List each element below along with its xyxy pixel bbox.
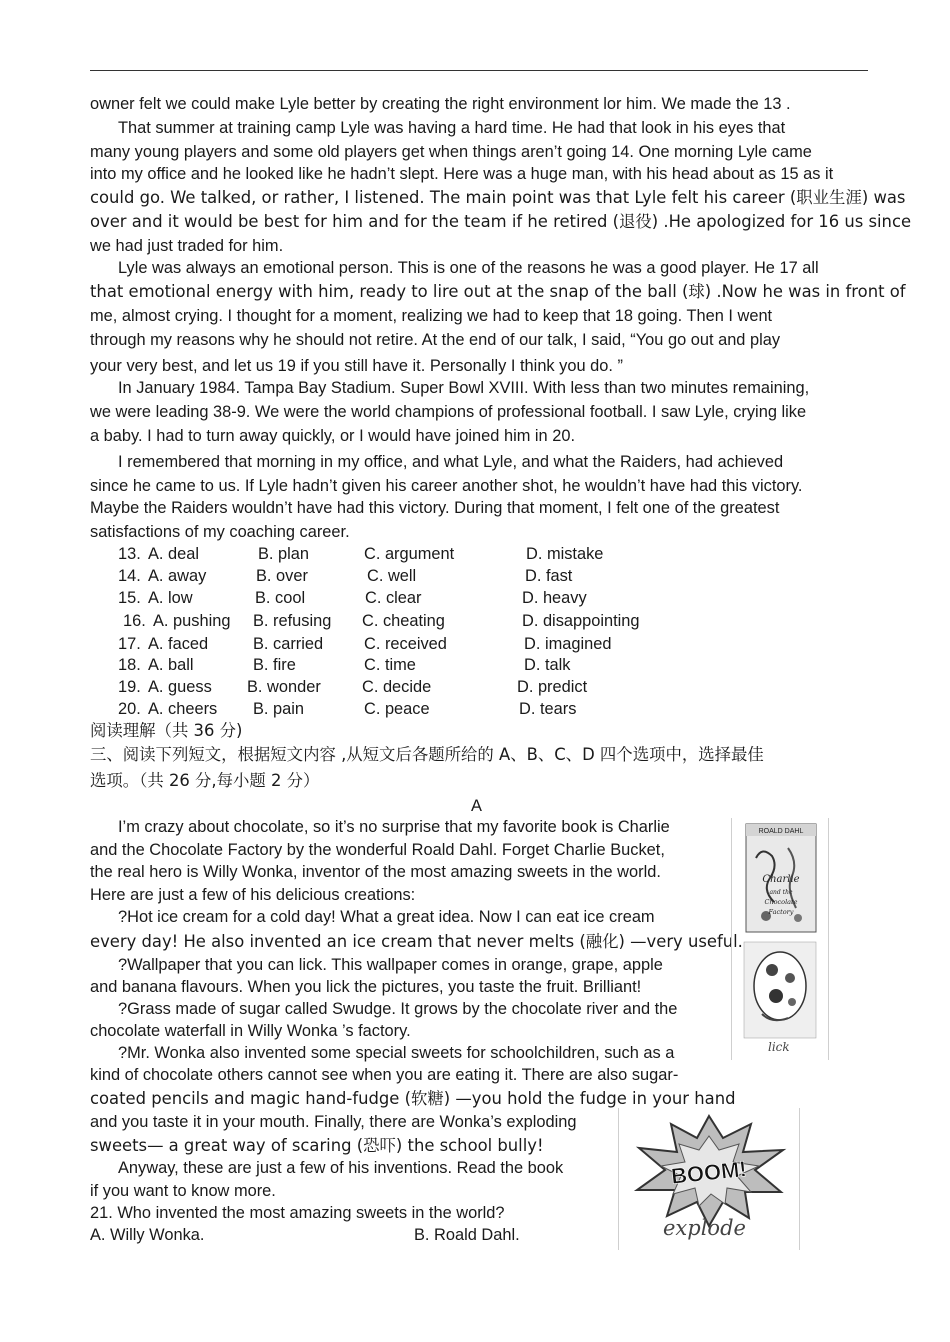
option-d: D. tears [519,700,577,718]
option-c: C. time [364,656,416,674]
option-b: B. wonder [247,678,321,696]
option-a: A. ball [148,656,194,674]
option-a: A. cheers [148,700,218,718]
passage-a-line: I’m crazy about chocolate, so it’s no surprise that my favorite book is Charlie [118,818,670,836]
option-b: B. plan [258,545,310,563]
svg-text:Charlie: Charlie [762,874,800,885]
passage-a-line: every day! He also invented an ice cream that never melts (融化) —very useful. [90,932,743,951]
option-b: B. pain [253,700,305,718]
question-number: 14. [118,567,141,585]
book-cover-image [732,818,828,1060]
passage-a-line: and banana flavours. When you lick the pictures, you taste the fruit. Brilliant! [90,978,642,996]
passage-line: In January 1984. Tampa Bay Stadium. Super Bowl XVIII. With less than two minutes remaining, [118,379,810,397]
passage-line: Maybe the Raiders wouldn’t have had this victory. During that moment, I felt one of the greatest [90,499,780,517]
lick-caption: lick [768,1040,790,1054]
question-21-stem: 21. Who invented the most amazing sweets in the world? [90,1204,505,1222]
passage-line: satisfactions of my coaching career. [90,523,350,541]
option-b: B. refusing [253,612,332,630]
boom-text: BOOM! [669,1156,748,1189]
passage-a-line: kind of chocolate others cannot see when you are eating it. There are also sugar- [90,1066,679,1084]
question-number: 16. [123,612,146,630]
explode-illustration-panel [618,1108,800,1250]
passage-line: Lyle was always an emotional person. This is one of the reasons he was a good player. He 17 all [118,259,819,277]
option-c: C. received [364,635,447,653]
question-number: 20. [118,700,141,718]
passage-line: into my office and he looked like he hadn’t slept. Here was a huge man, with his head about as 15 as it [90,165,834,183]
option-a: A. away [148,567,207,585]
passage-a-label: A [471,797,482,815]
question-number: 18. [118,656,141,674]
svg-text:Chocolate: Chocolate [764,898,798,906]
question-number: 15. [118,589,141,607]
passage-line: I remembered that morning in my office, and what Lyle, and what the Raiders, had achieved [118,453,784,471]
option-d: D. heavy [522,589,587,607]
section-instruction: 选项。（共 26 分,每小题 2 分） [90,771,320,790]
book-author-label: ROALD DAHL [758,828,804,835]
passage-a-line: chocolate waterfall in Willy Wonka ’s factory. [90,1022,411,1040]
svg-text:Factory: Factory [768,908,794,916]
passage-line: we were leading 38-9. We were the world champions of professional football. I saw Lyle, crying like [90,403,807,421]
option-d: D. disappointing [522,612,640,630]
option-b: B. cool [255,589,306,607]
option-c: C. cheating [362,612,445,630]
passage-a-line: ?Mr. Wonka also invented some special sweets for schoolchildren, such as a [118,1044,675,1062]
option-d: D. talk [524,656,571,674]
section-instruction: 三、阅读下列短文，根据短文内容 ,从短文后各题所给的 A、B、C、D 四个选项中，选择最佳 [90,745,764,764]
passage-line: since he came to us. If Lyle hadn’t given his career another shot, he wouldn’t have had this victory. [90,477,803,495]
question-number: 17. [118,635,141,653]
option-a: A. guess [148,678,212,696]
passage-line: owner felt we could make Lyle better by creating the right environment lor him. We made the 13 . [90,95,791,113]
passage-line: through my reasons why he should not retire. At the end of our talk, I said, “You go out and play [90,331,781,349]
passage-line: over and it would be best for him and for the team if he retired (退役) .He apologized for 16 us since [90,212,912,231]
passage-a-line: coated pencils and magic hand-fudge (软糖) —you hold the fudge in your hand [90,1089,736,1108]
passage-a-line: if you want to know more. [90,1182,276,1200]
question-number: 19. [118,678,141,696]
passage-line: that emotional energy with him, ready to lire out at the snap of the ball (球) .Now he was in front of [90,282,906,301]
passage-a-line: and you taste it in your mouth. Finally, there are Wonka’s exploding [90,1113,577,1131]
passage-line: your very best, and let us 19 if you still have it. Personally I think you do. ” [90,357,623,375]
question-21-option-b: B. Roald Dahl. [414,1226,520,1244]
option-c: C. argument [364,545,455,563]
passage-line: me, almost crying. I thought for a moment, realizing we had to keep that 18 going. Then I went [90,307,773,325]
passage-a-line: ?Wallpaper that you can lick. This wallpaper comes in orange, grape, apple [118,956,663,974]
passage-a-line: ?Hot ice cream for a cold day! What a great idea. Now I can eat ice cream [118,908,655,926]
section-heading: 阅读理解（共 36 分) [90,721,243,740]
passage-a-line: ?Grass made of sugar called Swudge. It grows by the chocolate river and the [118,1000,678,1018]
option-d: D. predict [517,678,588,696]
passage-a-line: the real hero is Willy Wonka, inventor of the most amazing sweets in the world. [90,863,661,881]
option-b: B. over [256,567,308,585]
header-rule [90,70,868,71]
option-a: A. low [148,589,193,607]
option-c: C. well [367,567,417,585]
passage-a-line: sweets— a great way of scaring (恐吓) the school bully! [90,1136,544,1155]
option-c: C. clear [365,589,422,607]
option-c: C. peace [364,700,430,718]
option-d: D. imagined [524,635,612,653]
passage-line: we had just traded for him. [90,237,284,255]
book-illustration-panel [731,818,829,1060]
passage-a-line: and the Chocolate Factory by the wonderful Roald Dahl. Forget Charlie Bucket, [90,841,665,859]
option-d: D. fast [525,567,573,585]
option-c: C. decide [362,678,432,696]
svg-text:and the: and the [769,889,793,896]
passage-a-line: Here are just a few of his delicious creations: [90,886,416,904]
passage-line: could go. We talked, or rather, I listened. The main point was that Lyle felt his career (职业生涯) was [90,188,906,207]
option-b: B. fire [253,656,296,674]
option-a: A. faced [148,635,209,653]
option-d: D. mistake [526,545,604,563]
passage-line: many young players and some old players get when things aren’t going 14. One morning Lyle came [90,143,812,161]
question-21-option-a: A. Willy Wonka. [90,1226,205,1244]
option-a: A. deal [148,545,200,563]
option-a: A. pushing [153,612,231,630]
passage-a-line: Anyway, these are just a few of his inventions. Read the book [118,1159,564,1177]
explode-caption: explode [663,1216,746,1240]
question-number: 13. [118,545,141,563]
option-b: B. carried [253,635,324,653]
passage-line: a baby. I had to turn away quickly, or I would have joined him in 20. [90,427,576,445]
passage-line: That summer at training camp Lyle was having a hard time. He had that look in his eyes that [118,119,786,137]
